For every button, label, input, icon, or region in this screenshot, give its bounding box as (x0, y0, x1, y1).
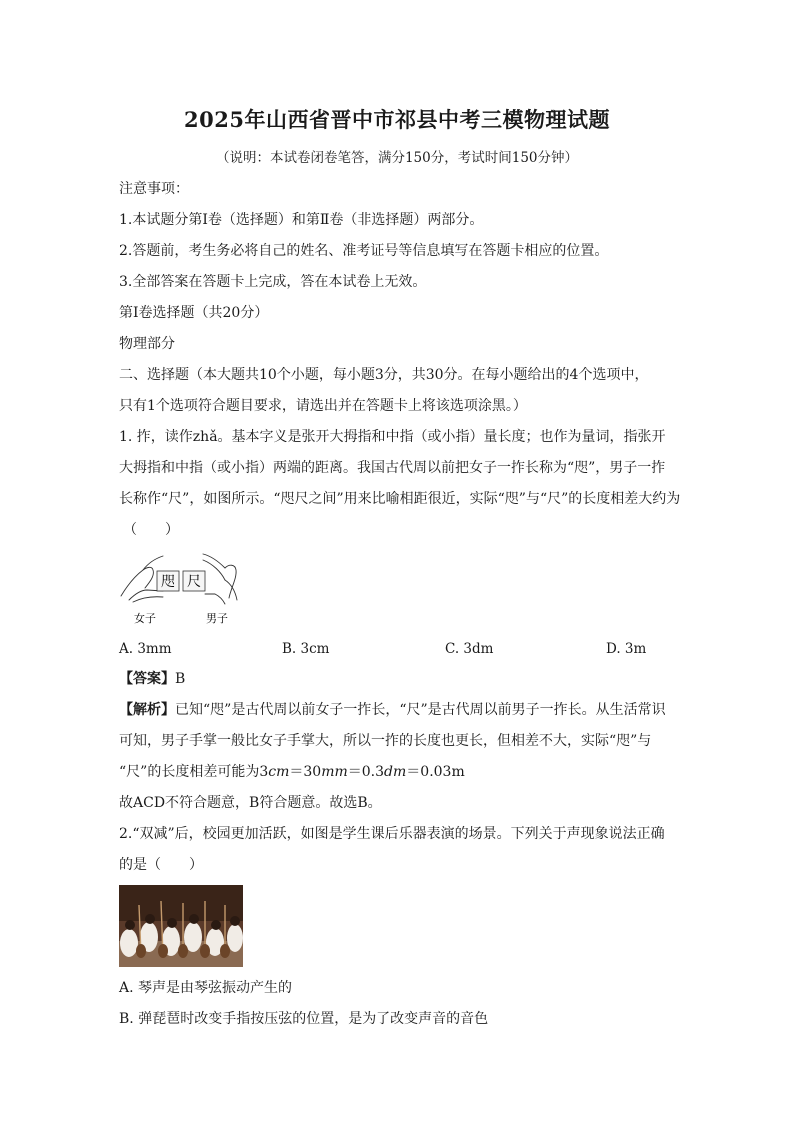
part-heading: 物理部分 (119, 336, 175, 352)
analysis-line: 可知，男子手掌一般比女子手掌大，所以一拃的长度也更长，但相差不大，实际“咫”与 (119, 733, 652, 749)
math-unit: mm (321, 764, 348, 780)
analysis-math-line (119, 757, 679, 788)
math-equals: ＝ (406, 764, 421, 780)
question-1-line: 大拇指和中指（或小指）两端的距离。我国古代周以前把女子一拃长称为“咫”，男子一拃 (119, 460, 666, 476)
math-unit: dm (384, 764, 407, 780)
analysis-text: 已知“咫”是古代周以前女子一拃长，“尺”是古代周以前男子一拃长。从生活常识 (175, 702, 666, 718)
hands-figure (119, 550, 679, 634)
math-value: 0.03m (420, 764, 465, 780)
answer-value: B (175, 671, 186, 687)
notice-heading: 注意事项： (119, 181, 189, 197)
option-b: B. 3cm (282, 641, 330, 657)
music-performance-photo (119, 885, 243, 967)
math-value: 0.3 (361, 764, 385, 780)
instructions-line: 只有1个选项符合题目要求，请选出并在答题卡上将该选项涂黑。） (119, 398, 527, 414)
analysis-line (119, 695, 679, 726)
question-2-line: 的是（ ） (119, 857, 203, 873)
option-a: A. 3mm (119, 641, 172, 657)
analysis-label: 【解析】 (119, 702, 175, 718)
figure-char-left: 咫 (161, 574, 175, 590)
figure-label-male: 男子 (206, 612, 228, 625)
question-1-line: 长称作“尺”，如图所示。“咫尺之间”用来比喻相距很近，实际“咫”与“尺”的长度相差大约为 (119, 491, 681, 507)
question-1-blank: （ ） (123, 522, 179, 538)
notice-item: 3.全部答案在答题卡上完成，答在本试卷上无效。 (119, 274, 427, 290)
math-value: 30 (303, 764, 322, 780)
hands-illustration (119, 550, 259, 634)
option-d: D. 3m (606, 641, 647, 657)
page-title: 2025年山西省晋中市祁县中考三模物理试题 (184, 107, 610, 132)
math-unit: cm (268, 764, 290, 780)
notice-item: 1.本试题分第Ⅰ卷（选择题）和第Ⅱ卷（非选择题）两部分。 (119, 212, 484, 228)
figure-char-right: 尺 (187, 574, 201, 590)
page-subtitle: （说明：本试卷闭卷笔答，满分150分，考试时间150分钟） (215, 150, 579, 166)
document-body (119, 174, 679, 1035)
conclusion-line: 故ACD不符合题意，B符合题意。故选B。 (119, 795, 382, 811)
math-equals: ＝ (347, 764, 362, 780)
analysis-math-prefix: “尺”的长度相差可能为 (119, 764, 260, 780)
answer-line (119, 664, 679, 695)
question-2-line: 2.“双减”后，校园更加活跃，如图是学生课后乐器表演的场景。下列关于声现象说法正确 (119, 826, 665, 842)
question-1-options (119, 634, 679, 664)
question-2-option-a: A. 琴声是由琴弦振动产生的 (119, 980, 293, 996)
math-equals: ＝ (289, 764, 304, 780)
instructions-line: 二、选择题（本大题共10个小题，每小题3分，共30分。在每小题给出的4个选项中， (119, 367, 649, 383)
section-heading: 第Ⅰ卷选择题（共20分） (119, 305, 269, 321)
math-value: 3 (259, 764, 269, 780)
option-c: C. 3dm (445, 641, 494, 657)
question-1-line: 1. 拃，读作zhǎ。基本字义是张开大拇指和中指（或小指）量长度；也作为量词，指张开 (119, 429, 666, 445)
figure-label-female: 女子 (134, 612, 156, 625)
notice-item: 2.答题前，考生务必将自己的姓名、准考证号等信息填写在答题卡相应的位置。 (119, 243, 609, 259)
question-2-option-b: B. 弹琵琶时改变手指按压弦的位置，是为了改变声音的音色 (119, 1011, 489, 1027)
answer-label: 【答案】 (119, 671, 175, 687)
